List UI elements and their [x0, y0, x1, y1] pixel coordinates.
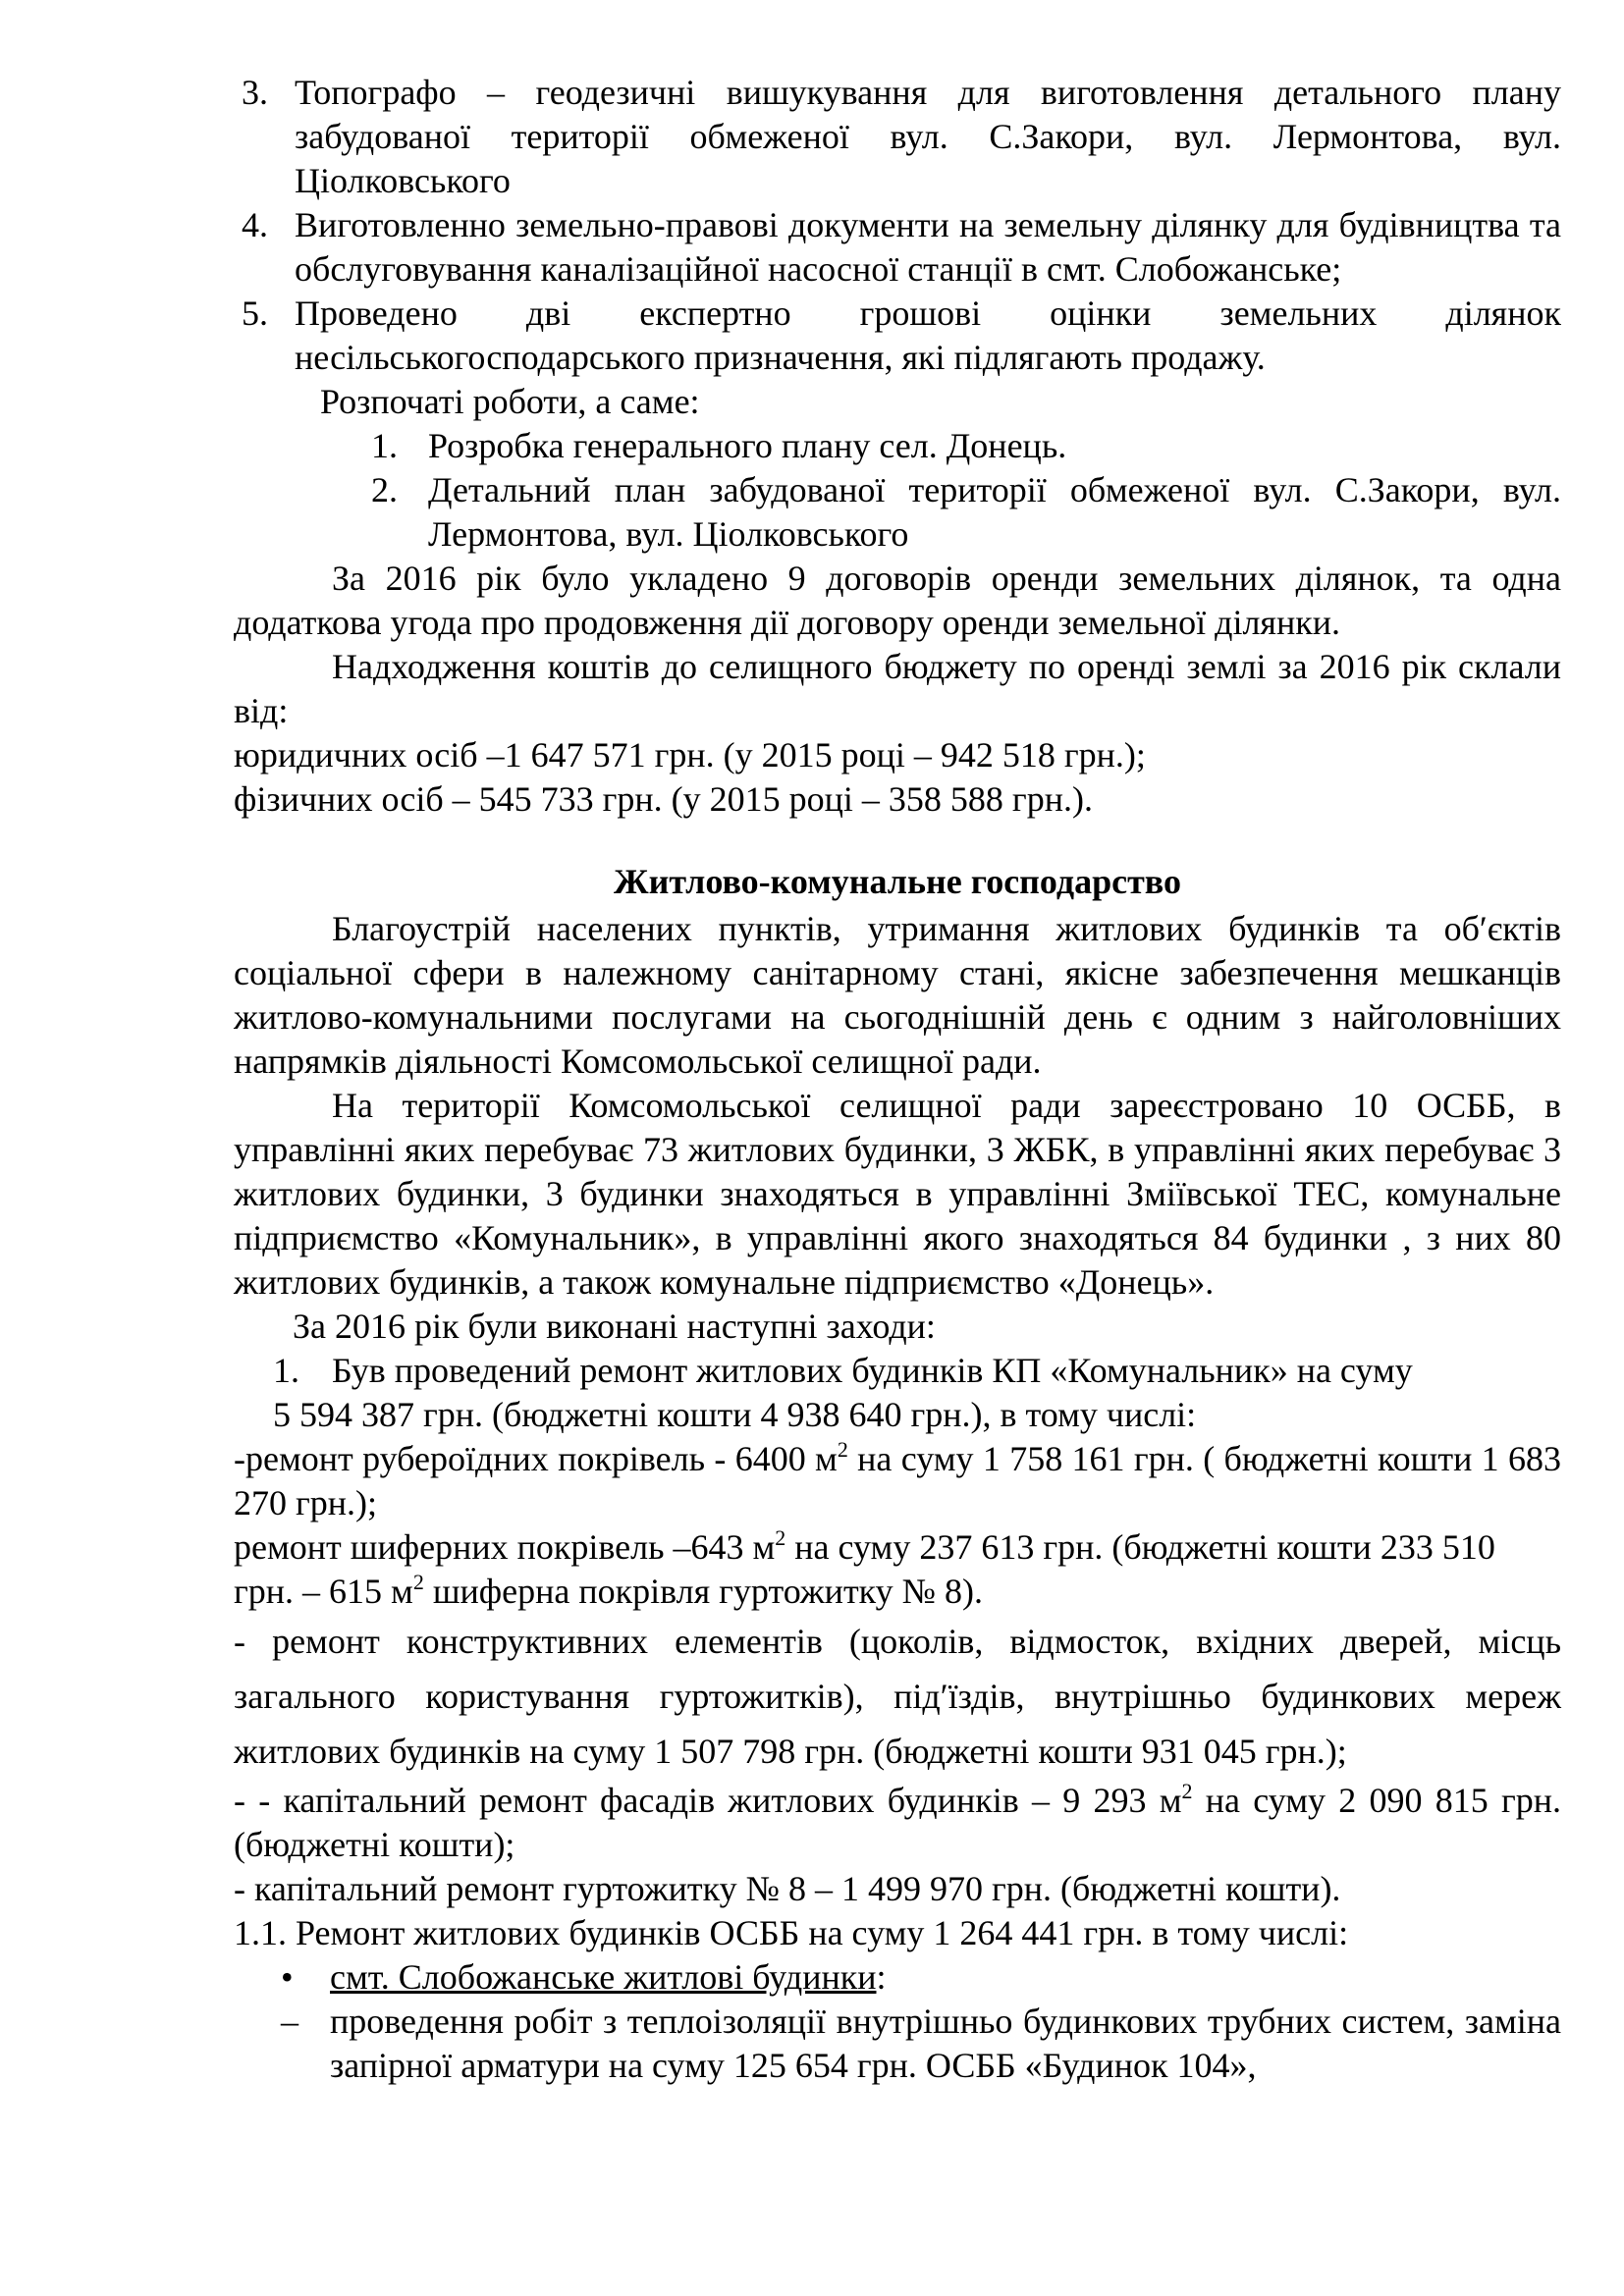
list-item — [234, 1349, 1561, 1393]
roof-ruberoid-line: -ремонт рубероїдних покрівель - 6400 $м^2$ на суму 1 758 161 грн. ( бюджетні кошти 1 683 270 грн.); — [234, 1437, 1561, 1522]
income-legal-line: юридичних осіб –1 647 571 грн. (у 2015 році – 942 518 грн.); — [234, 735, 1146, 774]
bullet-item — [234, 1955, 1561, 2000]
started-works-label: Розпочаті роботи, а саме: — [320, 382, 700, 421]
contracts-paragraph: За 2016 рік було укладено 9 договорів оренди земельних ділянок, та одна додаткова угода про продовження дії договору оренди земельної ділянки. — [234, 559, 1561, 642]
dash-icon: – — [281, 2002, 298, 2041]
list-number: 4. — [242, 205, 268, 244]
section-heading: Житлово-комунальне господарство — [614, 862, 1181, 901]
list-item-text: Проведено дві експертно грошові оцінки земельних ділянок несільськогосподарського призначення, які підлягають продажу. — [295, 294, 1561, 377]
list-number: 1. — [371, 426, 398, 465]
list-item-text: Розробка генерального плану сел. Донець. — [428, 426, 1067, 465]
dash-item — [234, 2000, 1561, 2088]
measures-label: За 2016 рік були виконані наступні заходи: — [293, 1307, 936, 1346]
list-item — [234, 71, 1561, 203]
list-item — [234, 424, 1561, 468]
list-item-text: Топографо – геодезичні вишукування для виготовлення детального плану забудованої території обмеженої вул. С.Закори, вул. Лермонтова, вул. Ціолковського — [295, 73, 1561, 200]
list-item — [234, 203, 1561, 292]
osbb-repair-line: 1.1. Ремонт житлових будинків ОСББ на суму 1 264 441 грн. в тому числі: — [234, 1913, 1349, 1952]
dorm-repair-line: - капітальний ремонт гуртожитку № 8 – 1 499 970 грн. (бюджетні кошти). — [234, 1869, 1341, 1908]
list-item-text: Був проведений ремонт житлових будинків КП «Комунальник» на суму — [332, 1351, 1413, 1390]
roof-slate-line: ремонт шиферних покрівель –643 $м^2$ на суму 237 613 грн. (бюджетні кошти 233 510 грн. – 615 $м^2$ шиферна покрівля гуртожитку № 8). — [234, 1525, 1495, 1611]
income-physical-line: фізичних осіб – 545 733 грн. (у 2015 році – 358 588 грн.). — [234, 779, 1093, 819]
list-item — [234, 292, 1561, 380]
bullet-icon: • — [281, 1957, 294, 1997]
list-item — [234, 468, 1561, 557]
list-item-text: Детальний план забудованої території обмеженої вул. С.Закори, вул. Лермонтова, вул. Ціолковського — [428, 470, 1561, 554]
list-item-text: Виготовленно земельно-правові документи на земельну ділянку для будівництва та обслуговування каналізаційної насосної станції в смт. Слобожанське; — [295, 205, 1561, 289]
document-page — [234, 71, 1561, 2088]
improvement-paragraph: Благоустрій населених пунктів, утримання житлових будинків та об′єктів соціальної сфери в належному санітарному стані, якісне забезпечення мешканців житлово-комунальними послугами на сьогоднішній день є одним з найголовніших напрямків діяльності Комсомольської селищної ради. — [234, 909, 1561, 1081]
dash-text: проведення робіт з теплоізоляції внутрішньо будинкових трубних систем, заміна запірної арматури на суму 125 654 грн. ОСББ «Будинок 104», — [330, 2002, 1561, 2085]
list-item-continuation: 5 594 387 грн. (бюджетні кошти 4 938 640 грн.), в тому числі: — [273, 1395, 1197, 1434]
structural-repair-line: - ремонт конструктивних елементів (цоколів, відмосток, вхідних дверей, місць загального користування гуртожитків), під′їздів, внутрішньо будинкових мереж житлових будинків на суму 1 507 798 грн. (бюджетні кошти 931 045 грн.); — [234, 1622, 1561, 1771]
list-number: 3. — [242, 73, 268, 112]
income-paragraph: Надходження коштів до селищного бюджету по оренді землі за 2016 рік склали від: — [234, 647, 1561, 730]
osbb-paragraph: На території Комсомольської селищної ради зареєстровано 10 ОСББ, в управлінні яких перебуває 73 житлових будинки, 3 ЖБК, в управлінні яких перебуває 3 житлових будинки, 3 будинки знаходяться в управлінні Зміївської ТЕС, комунальне підприємство «Комунальник», в управлінні якого знаходяться 84 будинки , з них 80 житлових будинків, а також комунальне підприємство «Донець». — [234, 1086, 1561, 1302]
list-number: 1. — [273, 1351, 299, 1390]
list-number: 5. — [242, 294, 268, 333]
list-number: 2. — [371, 470, 398, 509]
facade-repair-line: - - капітальний ремонт фасадів житлових будинків – 9 293 $м^2$ на суму 2 090 815 грн. (бюджетні кошти); — [234, 1779, 1561, 1864]
bullet-text: смт. Слобожанське житлові будинки: — [330, 1957, 887, 1997]
